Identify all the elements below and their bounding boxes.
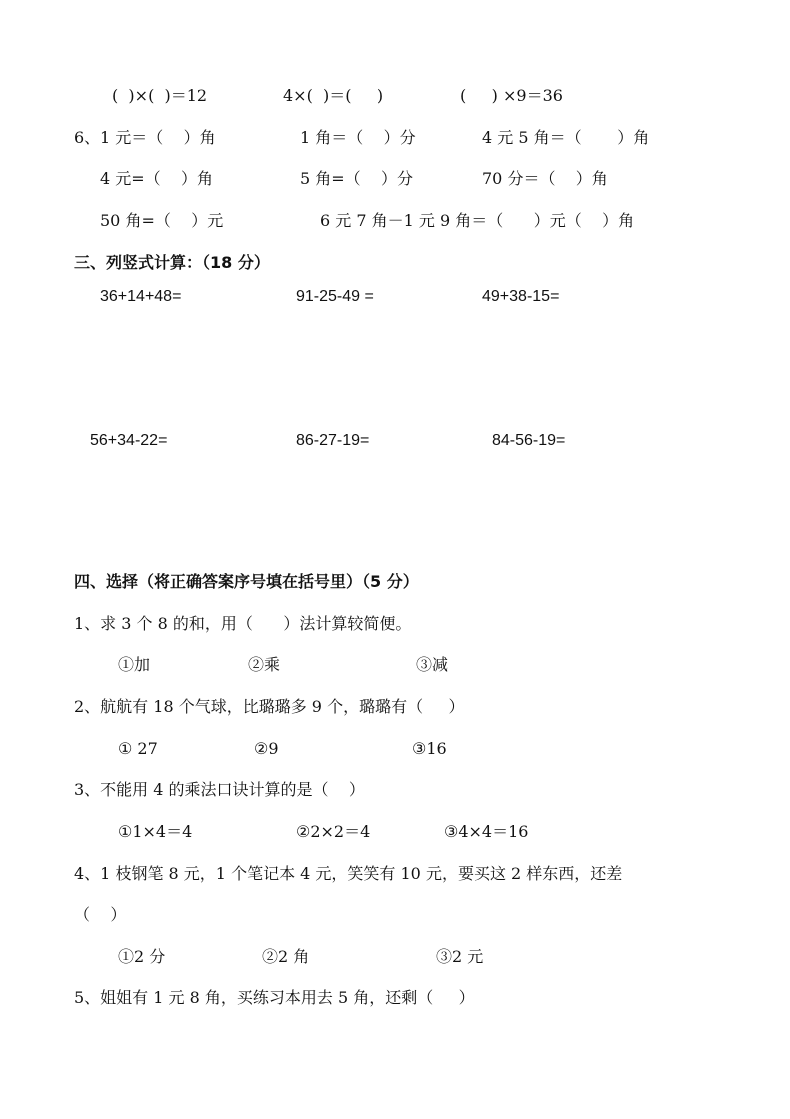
calc-3: 49+38-15= [482,288,560,305]
fill-blank-0-2: 4×( )＝( ) [283,86,384,105]
choice-q2-opt2: ②9 [254,739,279,758]
calc-5: 86-27-19= [296,432,370,449]
choice-q2-stem: 2、航航有 18 个气球，比璐璐多 9 个，璐璐有（ ） [74,697,465,716]
choice-q2-opt1: ① 27 [118,739,158,758]
choice-q4-stem: 4、1 枝钢笔 8 元，1 个笔记本 4 元，笑笑有 10 元，要买这 2 样东西，还差 [74,864,623,883]
fill-blank-0-1: ( )×( )＝12 [112,86,208,105]
choice-q4-opt2: ②2 角 [262,947,310,966]
q6-item-7: 50 角=（ ）元 [100,211,224,230]
q6-label: 6、 [74,128,101,147]
section3-title: 三、列竖式计算：（18 分） [74,253,270,272]
choice-q1-opt3: ③减 [416,655,449,674]
choice-q4-opt1: ①2 分 [118,947,166,966]
calc-4: 56+34-22= [90,432,168,449]
calc-1: 36+14+48= [100,288,182,305]
calc-6: 84-56-19= [492,432,566,449]
q6-item-1: 1 元＝（ ）角 [100,128,216,147]
choice-q3-opt1: ①1×4＝4 [118,822,193,841]
q6-item-3: 4 元 5 角＝（ ）角 [482,128,650,147]
choice-q4-opt3: ③2 元 [436,947,484,966]
fill-blank-0-3: ( ) ×9＝36 [460,86,563,105]
q6-item-6: 70 分＝（ ）角 [482,169,608,188]
choice-q3-opt2: ②2×2＝4 [296,822,371,841]
choice-q2-opt3: ③16 [412,739,447,758]
choice-q5-stem: 5、姐姐有 1 元 8 角，买练习本用去 5 角，还剩（ ） [74,988,475,1007]
section4-title: 四、选择（将正确答案序号填在括号里）（5 分） [74,572,419,591]
q6-item-8: 6 元 7 角－1 元 9 角＝（ ）元（ ）角 [320,211,635,230]
choice-q1-opt1: ①加 [118,655,151,674]
calc-2: 91-25-49 = [296,288,374,305]
choice-q3-stem: 3、不能用 4 的乘法口诀计算的是（ ） [74,780,365,799]
choice-q1-stem: 1、求 3 个 8 的和，用（ ）法计算较简便。 [74,614,412,633]
choice-q4-stem-cont: （ ） [74,905,127,924]
choice-q1-opt2: ②乘 [248,655,281,674]
q6-item-5: 5 角=（ ）分 [300,169,414,188]
choice-q3-opt3: ③4×4＝16 [444,822,529,841]
q6-item-2: 1 角＝（ ）分 [300,128,416,147]
q6-item-4: 4 元=（ ）角 [100,169,214,188]
